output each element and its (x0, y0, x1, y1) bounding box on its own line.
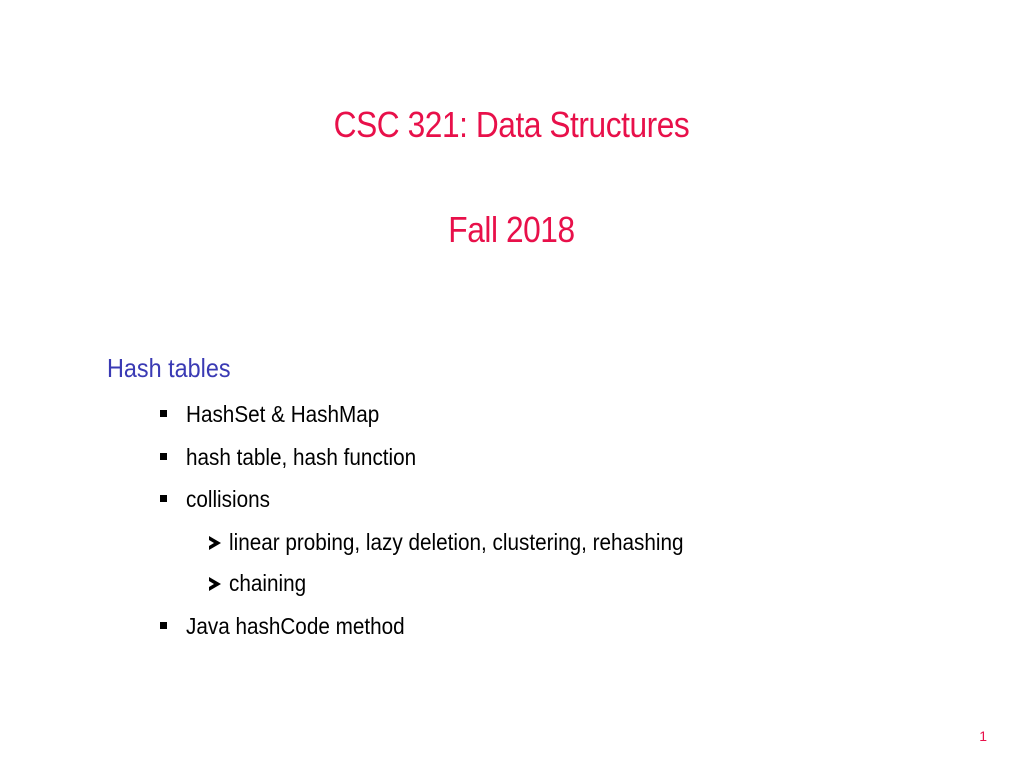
arrowhead-bullet-icon (209, 536, 221, 550)
slide-title: CSC 321: Data Structures (333, 104, 690, 145)
slide-subtitle: Fall 2018 (448, 209, 575, 250)
bullet-item: Java hashCode method (186, 613, 405, 639)
square-bullet-icon (160, 453, 167, 460)
bullet-item: collisions (186, 486, 270, 512)
subbullet-item: linear probing, lazy deletion, clustering, rehashing (229, 529, 684, 555)
square-bullet-icon (160, 622, 167, 629)
bullet-item: hash table, hash function (186, 444, 417, 470)
section-heading: Hash tables (107, 353, 231, 383)
square-bullet-icon (160, 410, 167, 417)
bullet-item: HashSet & HashMap (186, 401, 380, 427)
page-number: 1 (979, 728, 987, 744)
subbullet-item: chaining (229, 570, 307, 596)
square-bullet-icon (160, 495, 167, 502)
arrowhead-bullet-icon (209, 577, 221, 591)
